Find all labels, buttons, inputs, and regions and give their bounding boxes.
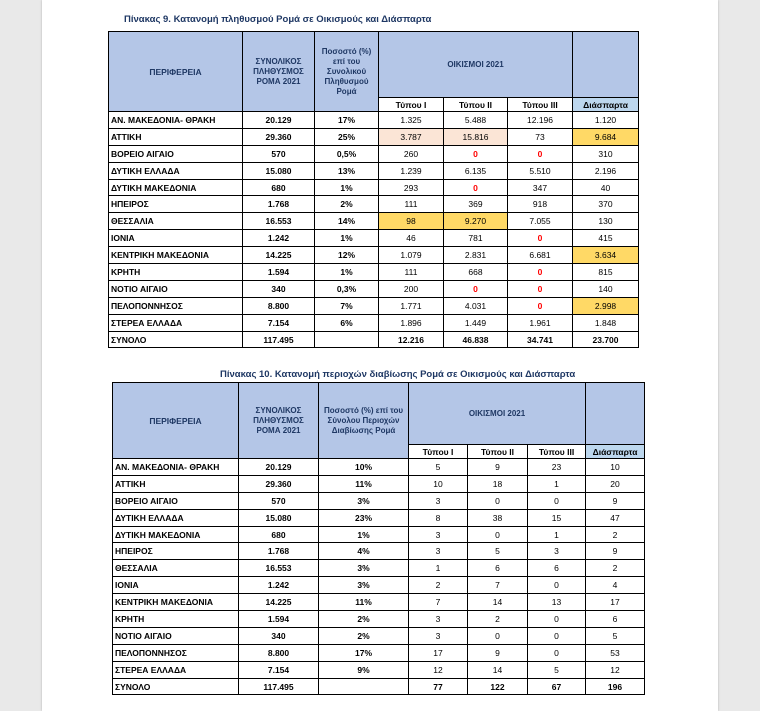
type-3-header: Τύπου ΙΙΙ — [528, 445, 586, 459]
type-1-cell: 46 — [379, 230, 444, 247]
scattered-cell: 815 — [573, 264, 639, 281]
type-1-cell: 1.771 — [379, 297, 444, 314]
scattered-cell: 9 — [586, 492, 645, 509]
type-1-header: Τύπου Ι — [379, 98, 444, 112]
total-population-cell: 570 — [239, 492, 319, 509]
type-3-cell: 0 — [508, 297, 573, 314]
table-row — [113, 543, 645, 560]
scattered-cell: 2 — [586, 526, 645, 543]
region-cell: ΑΤΤΙΚΗ — [113, 475, 239, 492]
scattered-cell: 40 — [573, 179, 639, 196]
type-3-cell: 1 — [528, 475, 586, 492]
type-2-cell: 9 — [468, 644, 528, 661]
type-1-cell: 8 — [409, 509, 468, 526]
type-2-cell: 46.838 — [444, 331, 508, 348]
region-cell: ΙΟΝΙΑ — [109, 230, 243, 247]
percent-cell: 1% — [315, 264, 379, 281]
type-1-cell: 12 — [409, 661, 468, 678]
table-row — [113, 459, 645, 476]
table-row — [109, 112, 639, 129]
scattered-cell: 1.848 — [573, 314, 639, 331]
total-population-cell: 1.594 — [243, 264, 315, 281]
type-2-cell: 14 — [468, 661, 528, 678]
percent-cell: 3% — [319, 560, 409, 577]
region-cell: ΘΕΣΣΑΛΙΑ — [109, 213, 243, 230]
type-3-cell: 0 — [508, 280, 573, 297]
scattered-header: Διάσπαρτα — [586, 445, 645, 459]
total-population-cell: 1.594 — [239, 611, 319, 628]
table-row — [109, 213, 639, 230]
type-2-cell: 15.816 — [444, 128, 508, 145]
table-row — [109, 280, 639, 297]
type-3-cell: 5.510 — [508, 162, 573, 179]
region-cell: ΒΟΡΕΙΟ ΑΙΓΑΙΟ — [113, 492, 239, 509]
type-2-cell: 781 — [444, 230, 508, 247]
total-population-header: ΣΥΝΟΛΙΚΟΣ ΠΛΗΘΥΣΜΟΣ ΡΟΜΑ 2021 — [243, 32, 315, 112]
percent-cell: 0,3% — [315, 280, 379, 297]
table-row — [113, 560, 645, 577]
type-1-cell: 1 — [409, 560, 468, 577]
total-population-cell: 680 — [239, 526, 319, 543]
type-2-cell: 668 — [444, 264, 508, 281]
scattered-cell: 6 — [586, 611, 645, 628]
region-cell: ΚΡΗΤΗ — [113, 611, 239, 628]
total-row — [113, 678, 645, 695]
table-row — [113, 526, 645, 543]
percent-cell: 10% — [319, 459, 409, 476]
type-3-cell: 34.741 — [508, 331, 573, 348]
table-row — [109, 128, 639, 145]
region-cell: ΣΤΕΡΕΑ ΕΛΛΑΔΑ — [109, 314, 243, 331]
region-cell: ΠΕΛΟΠΟΝΝΗΣΟΣ — [109, 297, 243, 314]
type-3-cell: 0 — [528, 627, 586, 644]
type-1-header: Τύπου Ι — [409, 445, 468, 459]
total-population-cell: 1.768 — [243, 196, 315, 213]
type-3-cell: 0 — [508, 264, 573, 281]
region-cell: ΝΟΤΙΟ ΑΙΓΑΙΟ — [109, 280, 243, 297]
table-row — [109, 162, 639, 179]
type-2-cell: 2 — [468, 611, 528, 628]
type-2-cell: 0 — [468, 526, 528, 543]
type-2-cell: 14 — [468, 594, 528, 611]
type-1-cell: 1.079 — [379, 247, 444, 264]
total-population-cell: 16.553 — [239, 560, 319, 577]
region-cell: ΑΝ. ΜΑΚΕΔΟΝΙΑ- ΘΡΑΚΗ — [113, 459, 239, 476]
percent-cell: 3% — [319, 492, 409, 509]
region-cell: ΣΤΕΡΕΑ ΕΛΛΑΔΑ — [113, 661, 239, 678]
type-3-cell: 918 — [508, 196, 573, 213]
table-row — [109, 179, 639, 196]
type-3-cell: 347 — [508, 179, 573, 196]
table-row — [113, 661, 645, 678]
type-1-cell: 3 — [409, 611, 468, 628]
type-3-cell: 0 — [528, 577, 586, 594]
percent-cell: 7% — [315, 297, 379, 314]
percent-cell: 3% — [319, 577, 409, 594]
type-1-cell: 3 — [409, 627, 468, 644]
scattered-cell: 4 — [586, 577, 645, 594]
percent-cell: 4% — [319, 543, 409, 560]
scattered-cell: 370 — [573, 196, 639, 213]
scattered-cell: 130 — [573, 213, 639, 230]
total-population-cell: 15.080 — [243, 162, 315, 179]
region-cell: ΣΥΝΟΛΟ — [113, 678, 239, 695]
percent-cell: 11% — [319, 594, 409, 611]
region-cell: ΑΤΤΙΚΗ — [109, 128, 243, 145]
type-3-cell: 0 — [528, 644, 586, 661]
total-population-cell: 20.129 — [239, 459, 319, 476]
type-3-cell: 0 — [528, 611, 586, 628]
region-cell: ΒΟΡΕΙΟ ΑΙΓΑΙΟ — [109, 145, 243, 162]
table-10 — [112, 382, 645, 695]
settlements-header: ΟΙΚΙΣΜΟΙ 2021 — [379, 32, 573, 98]
type-1-cell: 1.896 — [379, 314, 444, 331]
type-1-cell: 1.239 — [379, 162, 444, 179]
type-3-cell: 5 — [528, 661, 586, 678]
table-row — [113, 577, 645, 594]
scattered-cell: 196 — [586, 678, 645, 695]
scattered-cell: 310 — [573, 145, 639, 162]
total-population-cell: 14.225 — [243, 247, 315, 264]
table-row — [109, 196, 639, 213]
total-population-cell: 1.242 — [239, 577, 319, 594]
scattered-header-top — [573, 32, 639, 98]
type-2-cell: 0 — [444, 179, 508, 196]
type-3-cell: 3 — [528, 543, 586, 560]
table-row — [109, 314, 639, 331]
region-cell: ΔΥΤΙΚΗ ΜΑΚΕΔΟΝΙΑ — [109, 179, 243, 196]
type-2-cell: 369 — [444, 196, 508, 213]
total-population-cell: 7.154 — [243, 314, 315, 331]
type-2-cell: 122 — [468, 678, 528, 695]
table-row — [113, 492, 645, 509]
type-1-cell: 200 — [379, 280, 444, 297]
total-population-cell: 16.553 — [243, 213, 315, 230]
type-2-cell: 38 — [468, 509, 528, 526]
table-row — [109, 145, 639, 162]
table-row — [109, 230, 639, 247]
scattered-cell: 2.196 — [573, 162, 639, 179]
table-row — [113, 594, 645, 611]
scattered-cell: 20 — [586, 475, 645, 492]
total-population-cell: 117.495 — [239, 678, 319, 695]
scattered-cell: 140 — [573, 280, 639, 297]
total-population-cell: 340 — [243, 280, 315, 297]
table-row — [109, 247, 639, 264]
type-3-cell: 12.196 — [508, 112, 573, 129]
type-3-cell: 1.961 — [508, 314, 573, 331]
scattered-cell: 3.634 — [573, 247, 639, 264]
type-1-cell: 293 — [379, 179, 444, 196]
total-population-cell: 8.800 — [239, 644, 319, 661]
total-population-cell: 680 — [243, 179, 315, 196]
region-cell: ΔΥΤΙΚΗ ΕΛΛΑΔΑ — [113, 509, 239, 526]
total-population-cell: 14.225 — [239, 594, 319, 611]
type-2-cell: 0 — [468, 492, 528, 509]
type-1-cell: 3.787 — [379, 128, 444, 145]
region-header: ΠΕΡΙΦΕΡΕΙΑ — [113, 383, 239, 459]
type-1-cell: 98 — [379, 213, 444, 230]
type-1-cell: 3 — [409, 526, 468, 543]
type-2-cell: 6 — [468, 560, 528, 577]
region-cell: ΝΟΤΙΟ ΑΙΓΑΙΟ — [113, 627, 239, 644]
total-population-cell: 29.360 — [239, 475, 319, 492]
percent-cell: 17% — [315, 112, 379, 129]
total-population-cell: 340 — [239, 627, 319, 644]
percent-cell: 14% — [315, 213, 379, 230]
percent-header: Ποσοστό (%) επί του Σύνολου Περιοχών Διαβίωσης Ρομά — [319, 383, 409, 459]
type-1-cell: 12.216 — [379, 331, 444, 348]
type-3-cell: 23 — [528, 459, 586, 476]
table-9-body — [109, 112, 639, 348]
scattered-header: Διάσπαρτα — [573, 98, 639, 112]
region-cell: ΔΥΤΙΚΗ ΕΛΛΑΔΑ — [109, 162, 243, 179]
type-2-cell: 4.031 — [444, 297, 508, 314]
total-population-header: ΣΥΝΟΛΙΚΟΣ ΠΛΗΘΥΣΜΟΣ ΡΟΜΑ 2021 — [239, 383, 319, 459]
total-population-cell: 1.242 — [243, 230, 315, 247]
scattered-cell: 1.120 — [573, 112, 639, 129]
total-population-cell: 15.080 — [239, 509, 319, 526]
percent-cell: 2% — [315, 196, 379, 213]
type-2-cell: 18 — [468, 475, 528, 492]
scattered-cell: 9 — [586, 543, 645, 560]
type-2-header: Τύπου ΙΙ — [444, 98, 508, 112]
region-cell: ΠΕΛΟΠΟΝΝΗΣΟΣ — [113, 644, 239, 661]
table-row — [113, 475, 645, 492]
scattered-cell: 2 — [586, 560, 645, 577]
type-1-cell: 7 — [409, 594, 468, 611]
percent-cell — [315, 331, 379, 348]
type-3-cell: 15 — [528, 509, 586, 526]
type-3-cell: 0 — [508, 145, 573, 162]
scattered-cell: 10 — [586, 459, 645, 476]
type-2-cell: 7 — [468, 577, 528, 594]
type-2-cell: 5 — [468, 543, 528, 560]
percent-cell: 6% — [315, 314, 379, 331]
type-2-cell: 6.135 — [444, 162, 508, 179]
type-1-cell: 2 — [409, 577, 468, 594]
type-2-cell: 0 — [468, 627, 528, 644]
type-2-cell: 2.831 — [444, 247, 508, 264]
type-3-cell: 73 — [508, 128, 573, 145]
scattered-cell: 53 — [586, 644, 645, 661]
table-row — [113, 611, 645, 628]
scattered-cell: 415 — [573, 230, 639, 247]
total-population-cell: 1.768 — [239, 543, 319, 560]
percent-cell: 1% — [319, 526, 409, 543]
table-9 — [108, 31, 639, 348]
total-population-cell: 7.154 — [239, 661, 319, 678]
type-1-cell: 77 — [409, 678, 468, 695]
percent-cell: 1% — [315, 230, 379, 247]
scattered-cell: 2.998 — [573, 297, 639, 314]
type-3-cell: 67 — [528, 678, 586, 695]
type-3-cell: 13 — [528, 594, 586, 611]
region-cell: ΘΕΣΣΑΛΙΑ — [113, 560, 239, 577]
type-1-cell: 111 — [379, 264, 444, 281]
table-row — [113, 509, 645, 526]
percent-cell: 2% — [319, 627, 409, 644]
region-cell: ΚΕΝΤΡΙΚΗ ΜΑΚΕΔΟΝΙΑ — [113, 594, 239, 611]
percent-cell — [319, 678, 409, 695]
region-cell: ΚΡΗΤΗ — [109, 264, 243, 281]
region-cell: ΔΥΤΙΚΗ ΜΑΚΕΔΟΝΙΑ — [113, 526, 239, 543]
type-1-cell: 3 — [409, 543, 468, 560]
total-population-cell: 570 — [243, 145, 315, 162]
region-header: ΠΕΡΙΦΕΡΕΙΑ — [109, 32, 243, 112]
region-cell: ΗΠΕΙΡΟΣ — [109, 196, 243, 213]
type-3-header: Τύπου ΙΙΙ — [508, 98, 573, 112]
scattered-cell: 12 — [586, 661, 645, 678]
region-cell: ΙΟΝΙΑ — [113, 577, 239, 594]
total-population-cell: 29.360 — [243, 128, 315, 145]
type-1-cell: 1.325 — [379, 112, 444, 129]
percent-cell: 25% — [315, 128, 379, 145]
type-1-cell: 111 — [379, 196, 444, 213]
region-cell: ΑΝ. ΜΑΚΕΔΟΝΙΑ- ΘΡΑΚΗ — [109, 112, 243, 129]
scattered-cell: 47 — [586, 509, 645, 526]
percent-cell: 1% — [315, 179, 379, 196]
type-1-cell: 3 — [409, 492, 468, 509]
percent-cell: 13% — [315, 162, 379, 179]
total-population-cell: 8.800 — [243, 297, 315, 314]
settlements-header: ΟΙΚΙΣΜΟΙ 2021 — [409, 383, 586, 445]
percent-cell: 0,5% — [315, 145, 379, 162]
scattered-cell: 5 — [586, 627, 645, 644]
type-2-cell: 1.449 — [444, 314, 508, 331]
table-9-caption: Πίνακας 9. Κατανομή πληθυσμού Ρομά σε Οικισμούς και Διάσπαρτα — [124, 14, 432, 25]
type-2-cell: 9.270 — [444, 213, 508, 230]
percent-cell: 23% — [319, 509, 409, 526]
percent-cell: 12% — [315, 247, 379, 264]
type-1-cell: 17 — [409, 644, 468, 661]
scattered-header-top — [586, 383, 645, 445]
table-10-body — [113, 459, 645, 695]
percent-cell: 2% — [319, 611, 409, 628]
table-row — [109, 297, 639, 314]
region-cell: ΣΥΝΟΛΟ — [109, 331, 243, 348]
region-cell: ΚΕΝΤΡΙΚΗ ΜΑΚΕΔΟΝΙΑ — [109, 247, 243, 264]
type-2-cell: 5.488 — [444, 112, 508, 129]
type-2-cell: 9 — [468, 459, 528, 476]
type-2-cell: 0 — [444, 280, 508, 297]
type-2-cell: 0 — [444, 145, 508, 162]
table-row — [113, 627, 645, 644]
table-row — [113, 644, 645, 661]
type-2-header: Τύπου ΙΙ — [468, 445, 528, 459]
type-1-cell: 10 — [409, 475, 468, 492]
scattered-cell: 9.684 — [573, 128, 639, 145]
table-row — [109, 264, 639, 281]
percent-cell: 9% — [319, 661, 409, 678]
type-3-cell: 0 — [508, 230, 573, 247]
region-cell: ΗΠΕΙΡΟΣ — [113, 543, 239, 560]
type-3-cell: 6 — [528, 560, 586, 577]
percent-cell: 11% — [319, 475, 409, 492]
table-10-caption: Πίνακας 10. Κατανομή περιοχών διαβίωσης Ρομά σε Οικισμούς και Διάσπαρτα — [220, 369, 576, 380]
type-3-cell: 0 — [528, 492, 586, 509]
type-1-cell: 260 — [379, 145, 444, 162]
scattered-cell: 23.700 — [573, 331, 639, 348]
type-3-cell: 1 — [528, 526, 586, 543]
total-population-cell: 117.495 — [243, 331, 315, 348]
percent-cell: 17% — [319, 644, 409, 661]
total-row — [109, 331, 639, 348]
percent-header: Ποσοστό (%) επί του Συνολικού Πληθυσμού Ρομά — [315, 32, 379, 112]
type-1-cell: 5 — [409, 459, 468, 476]
type-3-cell: 6.681 — [508, 247, 573, 264]
total-population-cell: 20.129 — [243, 112, 315, 129]
type-3-cell: 7.055 — [508, 213, 573, 230]
scattered-cell: 17 — [586, 594, 645, 611]
